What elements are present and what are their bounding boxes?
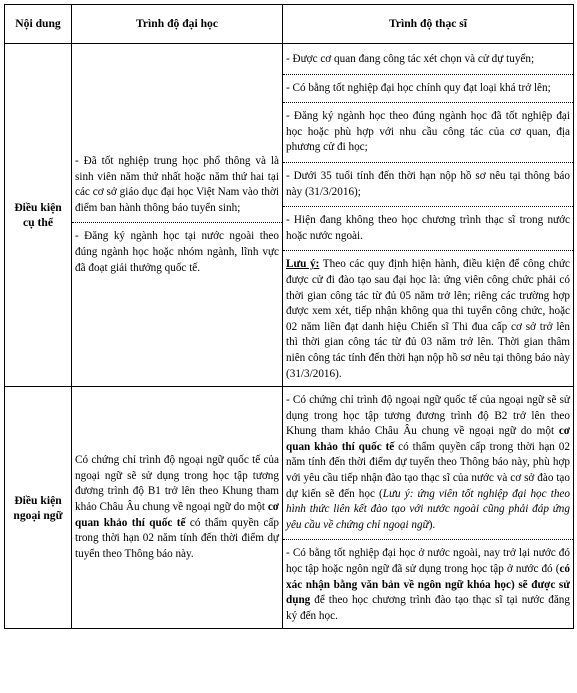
masters-language-conditions: [283, 387, 574, 629]
comparison-table: [4, 4, 574, 629]
note-text: Theo các quy định hiện hành, điều kiện để công chức được cử đi đào tạo sau đại học là: ứng viên công chức phải có thời gian công tác từ đủ 05 năm trở lên; riêng các trường hợp được xem xét, tiếp nhận không qua thi tuyển công chức, hoặc 02 năm liền đạt danh hiệu Chiến sĩ Thi đua cấp cơ sở trở lên thì thời gian công tác từ đủ 03 năm trở lên. Thời gian thâm niên công tác tính đến thời hạn nộp hồ sơ nêu tại thông báo này (31/3/2016).: [286, 258, 571, 380]
note-label: Lưu ý:: [286, 258, 320, 271]
italic-note: Lưu ý: ứng viên tốt nghiệp đại học theo hình thức liên kết đào tạo với nước ngoài cũng phải đáp ứng yêu cầu về chứng chỉ ngoại ngữ: [286, 487, 570, 531]
masters-condition-5: - Hiện đang không theo học chương trình thạc sĩ trong nước hoặc nước ngoài.: [286, 214, 570, 242]
undergrad-language-requirement: [75, 453, 279, 562]
text-span: có thẩm quyền cấp trong thời hạn 02 năm tính đến thời điểm dự tuyển theo Thông báo này, phù hợp với yêu cầu tiếp nhận đào tạo thạc sĩ của nước và cơ sở đào tạo dự kiến sẽ đến học (: [286, 440, 570, 500]
table-row-specific-conditions: [5, 44, 574, 387]
divider: [283, 539, 573, 540]
row-label-specific-conditions: Điều kiện cụ thể: [5, 44, 72, 387]
table-row-language-conditions: [5, 387, 574, 629]
emphasis-text: cơ quan khảo thí quốc tế: [75, 500, 279, 529]
masters-condition-3: - Đăng ký ngành học theo đúng ngành học đã tốt nghiệp đại học hoặc phù hợp với nhu cầu công tác của cơ quan, địa phương cử đi học;: [286, 110, 570, 154]
text-span: - Có bằng tốt nghiệp đại học ở nước ngoài, nay trở lại nước đó học tập hoặc ngôn ngữ đã sử dụng trong học tập ở nước đó (: [286, 547, 570, 576]
divider: [283, 162, 573, 163]
header-undergrad: Trình độ đại học: [72, 5, 283, 44]
undergrad-language-conditions: [72, 387, 283, 629]
masters-note: [286, 257, 570, 382]
undergrad-condition-2: - Đăng ký ngành học tại nước ngoài theo đúng ngành học hoặc nhóm ngành, lĩnh vực đã đoạt giải thưởng quốc tế.: [75, 230, 279, 274]
masters-condition-1: - Được cơ quan đang công tác xét chọn và cử dự tuyển;: [286, 53, 535, 65]
undergrad-specific-conditions: [72, 44, 283, 387]
masters-language-requirement-1: [286, 393, 570, 533]
row-label-language-conditions: Điều kiện ngoại ngữ: [5, 387, 72, 629]
masters-specific-conditions: [283, 44, 574, 387]
emphasis-text: có xác nhận bằng văn bản về ngôn ngữ khóa học) sẽ được sử dụng: [286, 563, 570, 607]
divider: [283, 250, 573, 251]
text-span: có thẩm quyền cấp trong thời hạn 02 năm tính đến thời điểm dự tuyển theo Thông báo này.: [75, 516, 279, 560]
divider: [283, 102, 573, 103]
divider: [72, 222, 282, 223]
divider: [283, 74, 573, 75]
masters-condition-4: - Dưới 35 tuổi tính đến thời hạn nộp hồ sơ nêu tại thông báo này (31/3/2016);: [286, 169, 570, 198]
header-masters: Trình độ thạc sĩ: [283, 5, 574, 44]
text-span: ).: [428, 518, 436, 531]
divider: [283, 206, 573, 207]
header-content: Nội dung: [5, 5, 72, 44]
header-row: [5, 5, 574, 44]
masters-condition-2: - Có bằng tốt nghiệp đại học chính quy đạt loại khá trở lên;: [286, 81, 551, 94]
undergrad-condition-1: - Đã tốt nghiệp trung học phổ thông và là sinh viên năm thứ nhất hoặc năm thứ hai tại các cơ sở giáo dục đại học Việt Nam vào thời điểm ban hành thông báo tuyển sinh;: [75, 154, 279, 214]
text-span: - Có chứng chỉ trình độ ngoại ngữ quốc tế của ngoại ngữ sẽ sử dụng trong học tập tương đương trình độ B2 trở lên theo Khung tham khảo Châu Âu chung về ngoại ngữ do một: [286, 394, 570, 438]
masters-language-requirement-2: [286, 546, 570, 624]
emphasis-text: cơ quan khảo thí quốc tế: [286, 425, 570, 453]
text-span: Có chứng chỉ trình độ ngoại ngữ quốc tế của ngoại ngữ sẽ sử dụng trong học tập tương đương trình độ B1 trở lên theo Khung tham khảo Châu Âu chung về ngoại ngữ do một: [75, 454, 279, 513]
text-span: để theo học chương trình đào tạo thạc sĩ tại nước đăng ký đến học.: [286, 594, 570, 622]
